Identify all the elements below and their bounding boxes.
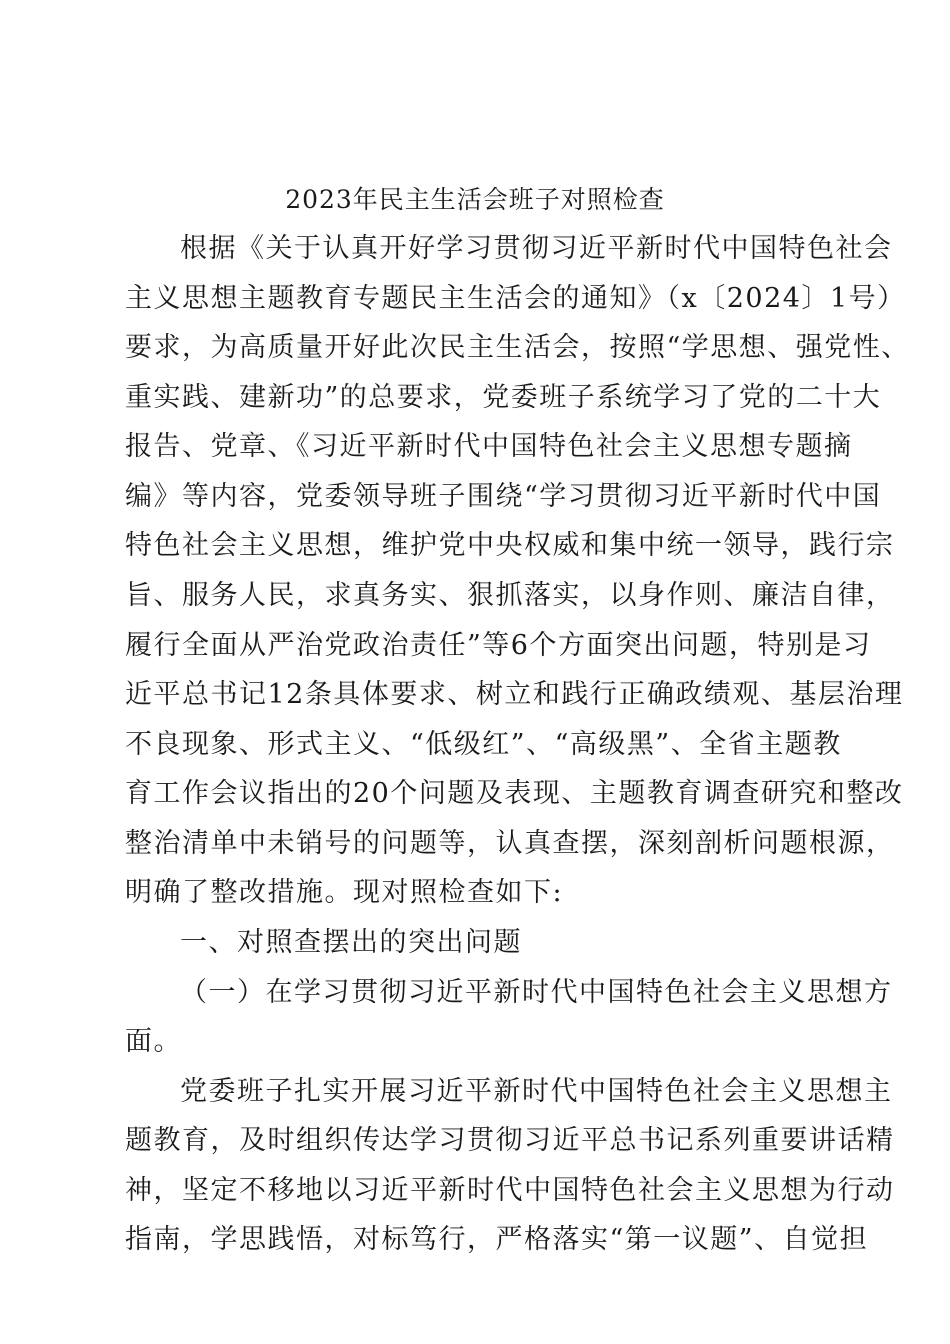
paragraph-line: 党委班子扎实开展习近平新时代中国特色社会主义思想主 (180, 1076, 893, 1107)
paragraph-line: 报告、党章、《习近平新时代中国特色社会主义思想专题摘 (125, 431, 853, 462)
section-heading: 一、对照查摆出的突出问题 (180, 927, 522, 958)
paragraph-line: 特色社会主义思想，维护党中央权威和集中统一领导，践行宗 (125, 530, 895, 561)
paragraph-line: 旨、服务人民，求真务实、狠抓落实，以身作则、廉洁自律， (125, 580, 895, 611)
paragraph-line: 重实践、建新功”的总要求，党委班子系统学习了党的二十大 (125, 382, 882, 413)
paragraph-line: 神，坚定不移地以习近平新时代中国特色社会主义思想为行动 (125, 1175, 895, 1206)
subsection-heading-cont: 面。 (125, 1026, 182, 1057)
subsection-heading: （一）在学习贯彻习近平新时代中国特色社会主义思想方 (180, 977, 893, 1008)
paragraph-line: 指南，学思践悟，对标笃行，严格落实“第一议题”、自觉担 (125, 1224, 869, 1255)
paragraph-line: 主义思想主题教育专题民主生活会的通知》（x〔2024〕1号） (125, 283, 906, 314)
paragraph-line: 履行全面从严治党政治责任”等6个方面突出问题，特别是习 (125, 630, 872, 661)
paragraph-line: 根据《关于认真开好学习贯彻习近平新时代中国特色社会 (180, 233, 893, 264)
paragraph-line: 整治清单中未销号的问题等，认真查摆，深刻剖析问题根源， (125, 828, 895, 859)
paragraph-line: 近平总书记12条具体要求、树立和践行正确政绩观、基层治理 (125, 679, 904, 710)
paragraph-line: 编》等内容，党委领导班子围绕“学习贯彻习近平新时代中国 (125, 481, 882, 512)
paragraph-line: 明确了整改措施。现对照检查如下: (125, 877, 564, 908)
paragraph-line: 题教育，及时组织传达学习贯彻习近平总书记系列重要讲话精 (125, 1125, 895, 1156)
paragraph-line: 要求，为高质量开好此次民主生活会，按照“学思想、强党性、 (125, 332, 910, 363)
paragraph-line: 育工作会议指出的20个问题及表现、主题教育调查研究和整改 (125, 778, 904, 809)
paragraph-line: 不良现象、形式主义、“低级红”、“高级黑”、全省主题教 (125, 729, 842, 760)
document-title: 2023年民主生活会班子对照检查 (285, 185, 665, 214)
